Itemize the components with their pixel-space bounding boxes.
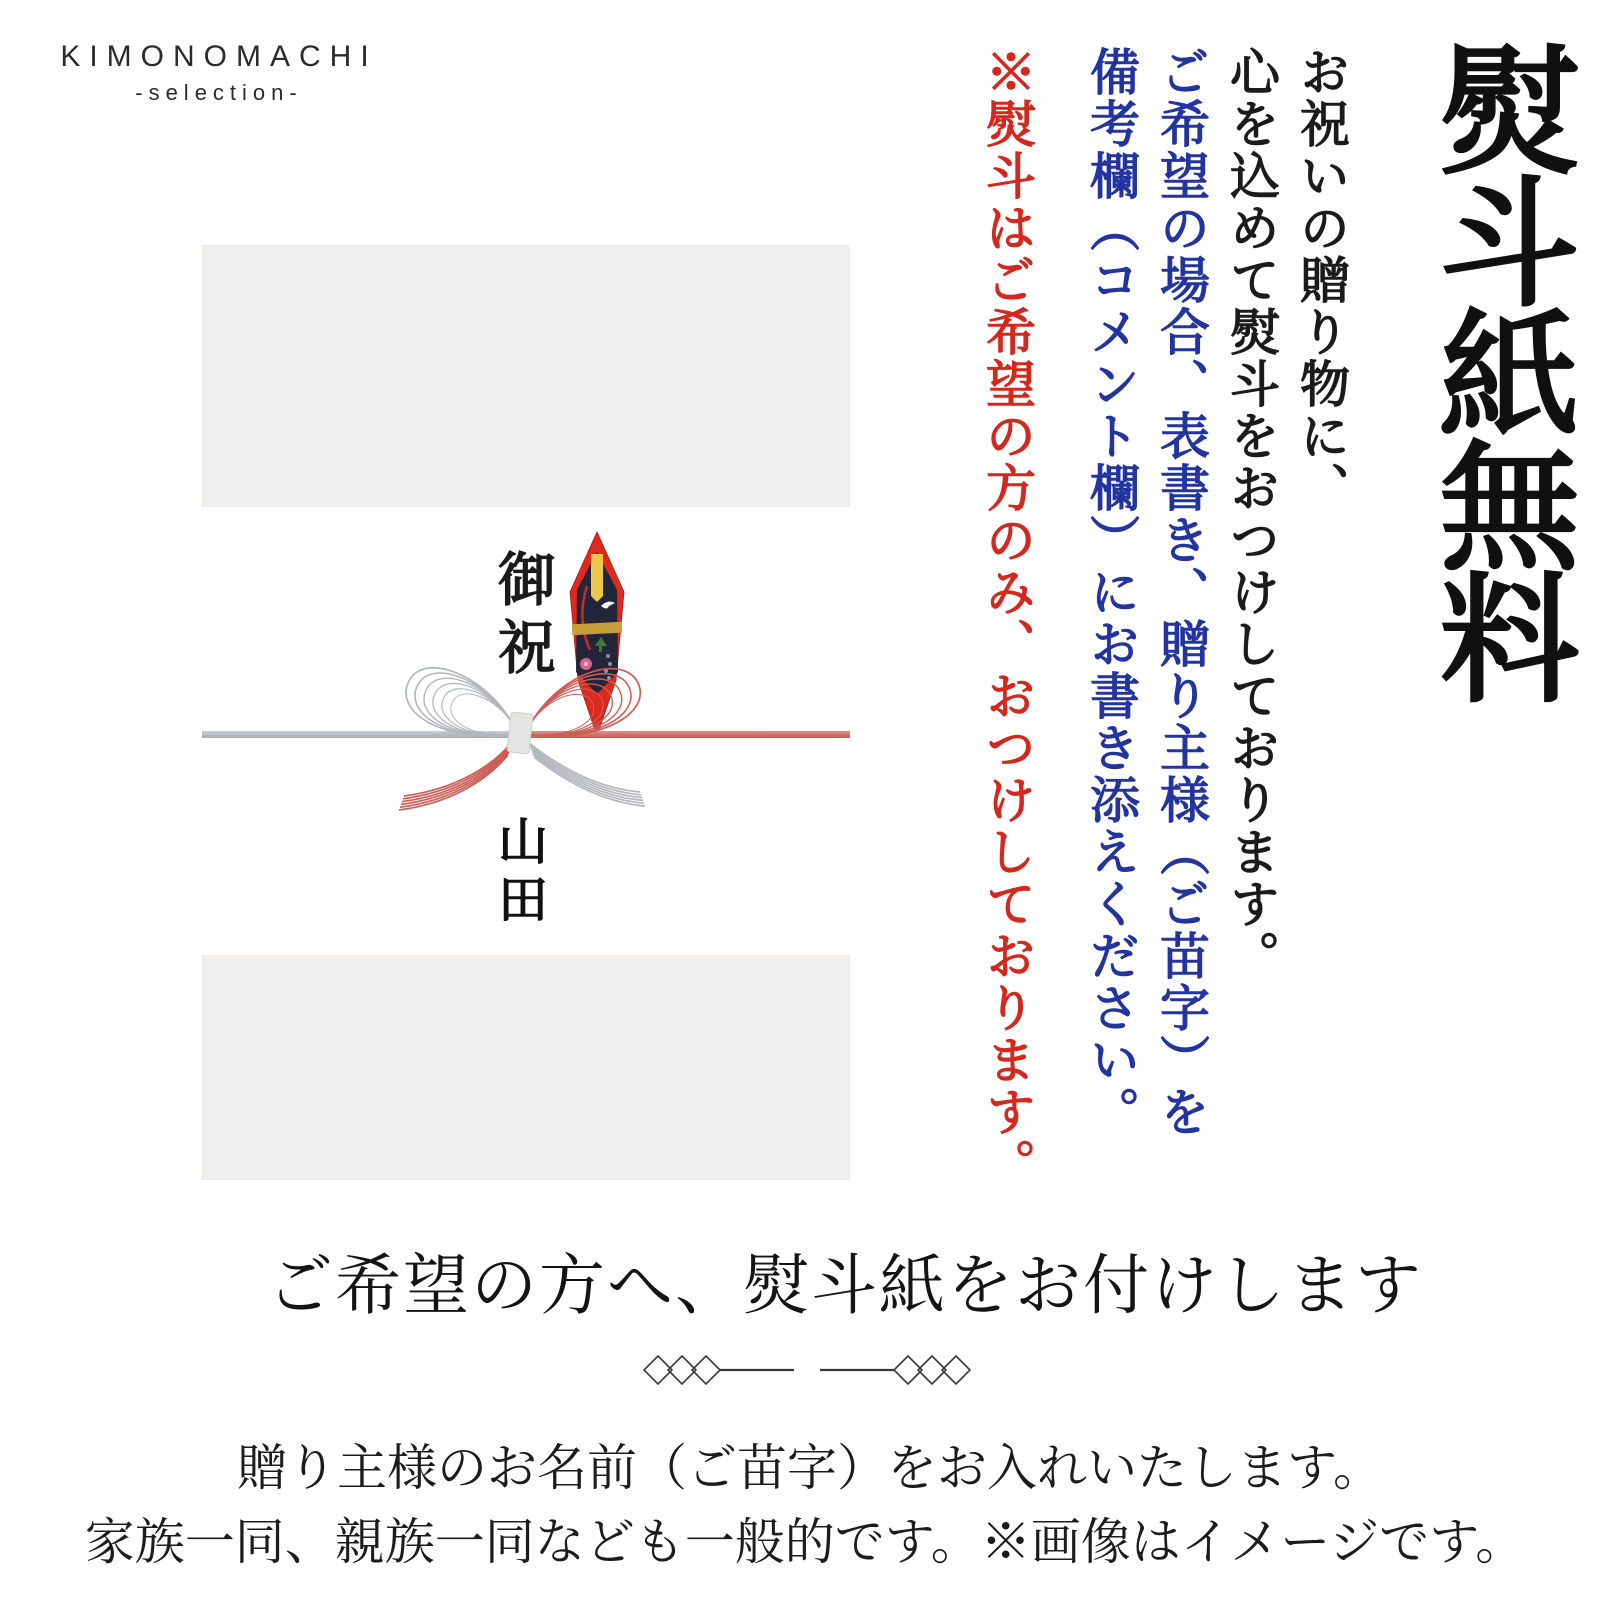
bottom-note-2: 家族一同、親族一同なども一般的です。※画像はイメージです。: [84, 1514, 1526, 1570]
intro-text: [970, 46, 1354, 1196]
noshi-package-image: [202, 245, 850, 1180]
intro-line-3: ご希望の場合、表書き、贈り主様（ご苗字）を: [1153, 46, 1209, 1138]
intro-line-4: 備考欄（コメント欄）にお書き添えください。: [1083, 46, 1139, 1138]
bottom-heading: ご希望の方へ、熨斗紙をお付けします: [267, 1250, 1423, 1323]
omotegaki-text: 御祝: [488, 549, 554, 685]
mizuhiki-bow-icon: [386, 643, 658, 838]
headline-vertical: 熨斗紙無料: [1419, 38, 1574, 698]
brand-name: KIMONOMACHI: [60, 40, 378, 73]
intro-line-2: 心を込めて熨斗をおつけしております。: [1223, 46, 1279, 982]
brand-tagline: -selection-: [135, 80, 303, 105]
diamond-divider-icon: [642, 1350, 972, 1390]
okurinushi-name-text: 山田: [491, 815, 547, 931]
brand-logo: [52, 40, 386, 106]
bottom-note-1: 贈り主様のお名前（ご苗字）をお入れいたします。: [237, 1440, 1383, 1496]
intro-line-5: ※熨斗はご希望の方のみ、おつけしております。: [979, 46, 1035, 1190]
intro-line-1: お祝いの贈り物に、: [1293, 46, 1349, 514]
